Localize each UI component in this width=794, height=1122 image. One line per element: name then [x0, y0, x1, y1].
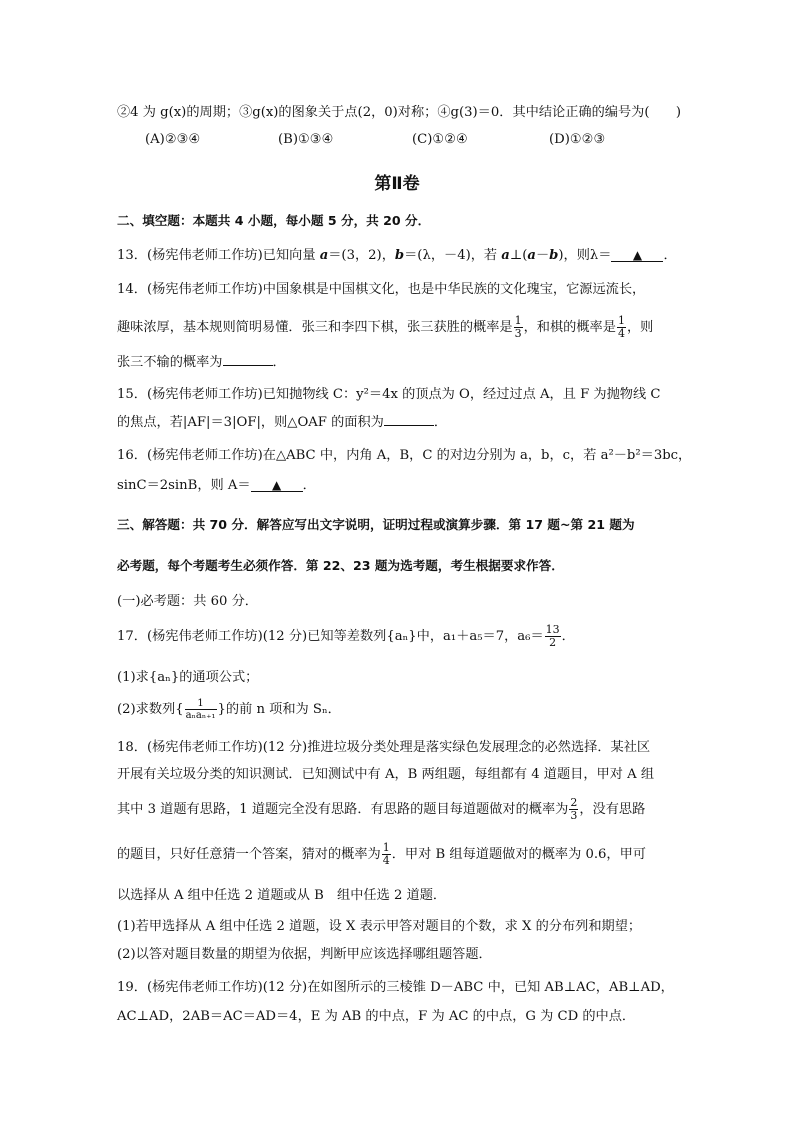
fraction: $\frac{13}{2}$	[545, 623, 560, 649]
question-18-part-2: (2)以答对题目数量的期望为依据，判断甲应该选择哪组题答题．	[117, 947, 492, 962]
fraction: $\frac{1}{4}$	[617, 314, 625, 340]
q12-continuation: ②4 为 g(x)的周期；③g(x)的图象关于点(2，0)对称；④g(3)＝0．其中结论正确的编号为( )	[117, 105, 681, 120]
question-15-line-2: 的焦点，若|AF|＝3|OF|，则△OAF 的面积为 ．	[117, 415, 448, 430]
question-17-part-1: (1)求{aₙ}的通项公式；	[117, 670, 259, 685]
question-16-line-2: sinC＝2sinB，则 A＝ ▲ ．	[117, 478, 316, 493]
option-c: (C)①②④	[412, 132, 468, 147]
question-17-part-2: (2)求数列{ $\frac{1}{\text{aₙaₙ₊₁}}$ }的前 n 项和为 Sₙ．	[117, 698, 341, 721]
answer-blank	[223, 353, 273, 366]
question-14-line-2: 趣味浓厚，基本规则简明易懂．张三和李四下棋，张三获胜的概率是 $\frac{1}{3}$ ，和棋的概率是 $\frac{1}{4}$ ，则	[117, 314, 654, 340]
section-title: 第Ⅱ卷	[374, 174, 420, 194]
question-14-line-1: 14．(杨宪伟老师工作坊)中国象棋是中国棋文化，也是中华民族的文化瑰宝，它源远流长，	[117, 282, 646, 297]
answer-blank	[384, 413, 434, 426]
fill-in-heading: 二、填空题：本题共 4 小题，每小题 5 分，共 20 分．	[117, 213, 431, 228]
fraction: $\frac{2}{3}$	[570, 796, 578, 822]
question-17: 17．(杨宪伟老师工作坊)(12 分)已知等差数列{aₙ}中，a₁＋a₅＝7，a₆＝ $\frac{13}{2}$ ．	[117, 623, 575, 649]
question-16-line-1: 16．(杨宪伟老师工作坊)在△ABC 中，内角 A，B，C 的对边分别为 a，b，c，若 a²－b²＝3bc，	[117, 448, 692, 463]
question-19-line-2: AC⊥AD，2AB＝AC＝AD＝4，E 为 AB 的中点，F 为 AC 的中点，G 为 CD 的中点．	[117, 1009, 636, 1024]
answer-blank: ▲	[251, 479, 303, 492]
answer-heading-line-1: 三、解答题：共 70 分．解答应写出文字说明，证明过程或演算步骤．第 17 题~第 21 题为	[117, 517, 635, 532]
question-18-line-2: 开展有关垃圾分类的知识测试．已知测试中有 A，B 两组题，每组都有 4 道题目，甲对 A 组	[117, 767, 655, 782]
question-18-part-1: (1)若甲选择从 A 组中任选 2 道题，设 X 表示甲答对题目的个数，求 X 的分布列和期望；	[117, 919, 642, 934]
answer-heading-line-2: 必考题，每个考题考生必须作答．第 22、23 题为选考题，考生根据要求作答．	[117, 558, 564, 573]
question-13: 13．(杨宪伟老师工作坊)已知向量 a＝(3，2)，b＝(λ，－4)，若 a⊥(a－b)，则λ＝ ▲ ．	[117, 248, 677, 263]
required-section: (一)必考题：共 60 分．	[117, 594, 258, 609]
question-18-line-1: 18．(杨宪伟老师工作坊)(12 分)推进垃圾分类处理是落实绿色发展理念的必然选择．某社区	[117, 740, 651, 755]
answer-blank: ▲	[611, 249, 663, 262]
question-19-line-1: 19．(杨宪伟老师工作坊)(12 分)在如图所示的三棱锥 D－ABC 中，已知 AB⊥AC，AB⊥AD，	[117, 980, 674, 995]
question-18-line-3: 其中 3 道题有思路，1 道题完全没有思路．有思路的题目每道题做对的概率为 $\frac{2}{3}$ ，没有思路	[117, 796, 646, 822]
fraction: $\frac{1}{4}$	[382, 841, 390, 867]
question-18-line-4: 的题目，只好任意猜一个答案，猜对的概率为 $\frac{1}{4}$ ．甲对 B 组每道题做对的概率为 0.6，甲可	[117, 841, 646, 867]
fraction: $\frac{1}{3}$	[514, 314, 522, 340]
q12-options	[0, 132, 794, 152]
option-a: (A)②③④	[145, 132, 201, 147]
question-18-line-5: 以选择从 A 组中任选 2 道题或从 B 组中任选 2 道题．	[117, 888, 447, 903]
question-15-line-1: 15．(杨宪伟老师工作坊)已知抛物线 C：y²＝4x 的顶点为 O，经过过点 A，且 F 为抛物线 C	[117, 387, 661, 402]
fraction: $\frac{1}{\text{aₙaₙ₊₁}}$	[185, 698, 216, 721]
option-d: (D)①②③	[549, 132, 606, 147]
question-14-line-3: 张三不输的概率为 ．	[117, 355, 286, 370]
option-b: (B)①③④	[278, 132, 334, 147]
